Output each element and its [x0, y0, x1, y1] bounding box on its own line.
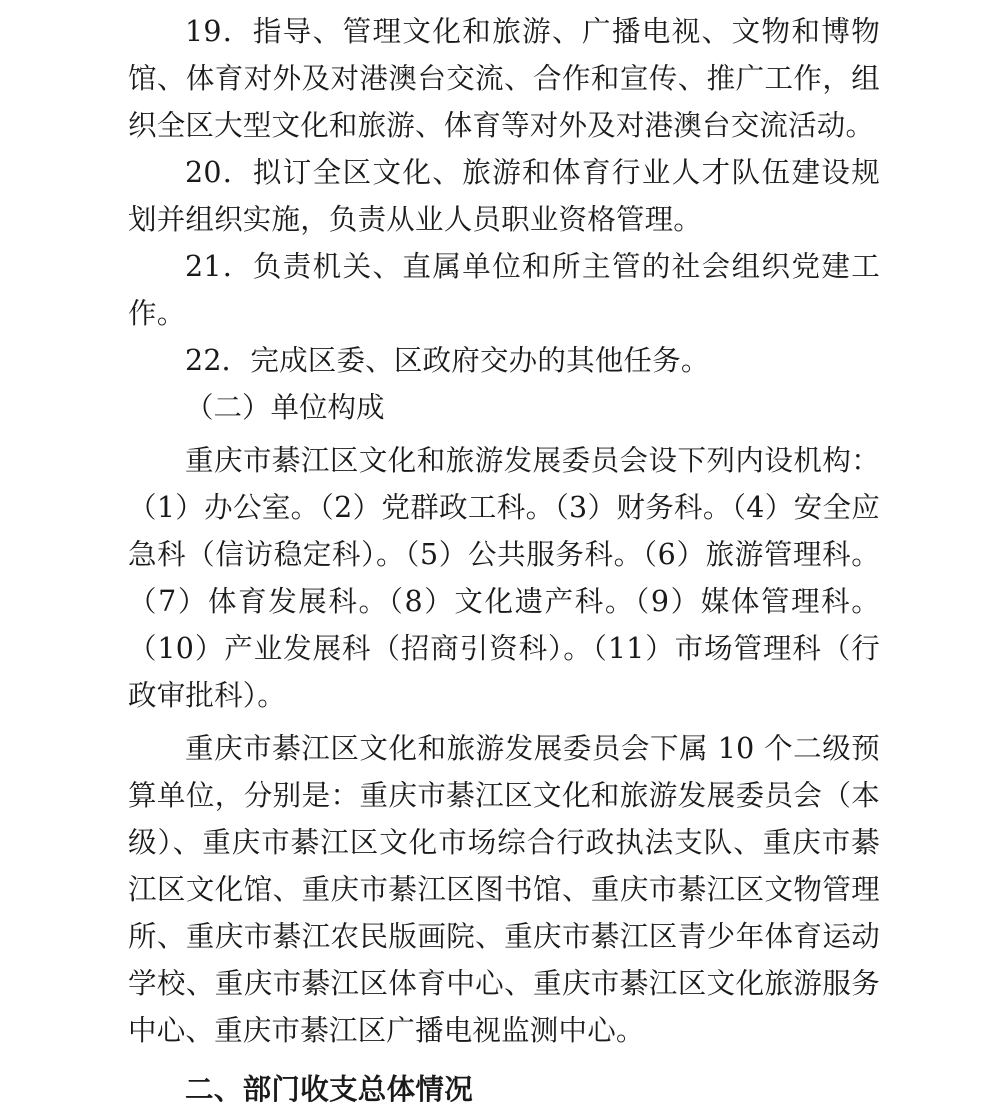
paragraph-item-20: 20．拟订全区文化、旅游和体育行业人才队伍建设规划并组织实施，负责从业人员职业资格管理。: [128, 156, 880, 236]
paragraph-budget-units: 重庆市綦江区文化和旅游发展委员会下属 10 个二级预算单位，分别是：重庆市綦江区文化和旅游发展委员会（本级）、重庆市綦江区文化市场综合行政执法支队、重庆市綦江区文化馆、重庆市綦江区图书馆、重庆市綦江区文物管理所、重庆市綦江农民版画院、重庆市綦江区青少年体育运动学校、重庆市綦江区体育中心、重庆市綦江区文化旅游服务中心、重庆市綦江区广播电视监测中心。: [128, 732, 880, 1047]
spacer: [128, 1054, 880, 1066]
paragraph-internal-organs: 重庆市綦江区文化和旅游发展委员会设下列内设机构：（1）办公室。（2）党群政工科。（3）财务科。（4）安全应急科（信访稳定科）。（5）公共服务科。（6）旅游管理科。（7）体育发展科。（8）文化遗产科。（9）媒体管理科。（10）产业发展科（招商引资科）。（11）市场管理科（行政审批科）。: [128, 444, 880, 712]
paragraph-item-19: 19．指导、管理文化和旅游、广播电视、文物和博物馆、体育对外及对港澳台交流、合作和宣传、推广工作，组织全区大型文化和旅游、体育等对外及对港澳台交流活动。: [128, 15, 880, 142]
subheading-unit-composition: （二）单位构成: [185, 391, 385, 424]
paragraph-item-22: 22．完成区委、区政府交办的其他任务。: [185, 344, 710, 377]
paragraph-item-21: 21．负责机关、直属单位和所主管的社会组织党建工作。: [128, 250, 880, 330]
section-heading-two: 二、部门收支总体情况: [185, 1072, 474, 1106]
